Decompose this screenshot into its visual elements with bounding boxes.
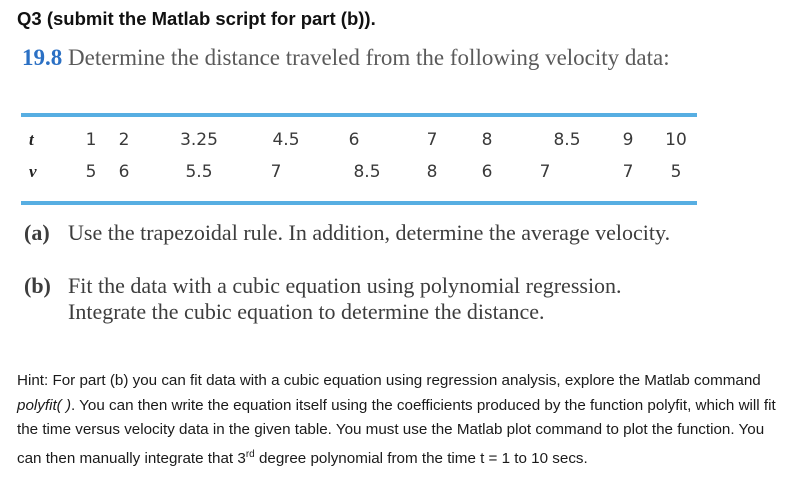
part-a-text: Use the trapezoidal rule. In addition, determine the average velocity.: [68, 220, 671, 245]
hint-text-3: degree polynomial from the time t = 1 to 10 secs.: [254, 449, 588, 467]
part-a-label: (a): [24, 220, 50, 245]
problem-number: 19.8: [22, 45, 63, 70]
v-cell: 6: [118, 162, 130, 182]
problem-text: Determine the distance traveled from the following velocity data:: [68, 45, 670, 70]
part-b-label: (b): [24, 273, 51, 298]
t-cell: 4.5: [272, 130, 300, 150]
hint-text-1: Hint: For part (b) you can fit data with a cubic equation using regression analysis, explore the Matlab command: [17, 372, 761, 389]
t-cell: 7: [426, 130, 438, 150]
table-bottom-rule: [21, 201, 697, 205]
hint-code: polyfit( ): [17, 396, 72, 414]
part-b-text: Fit the data with a cubic equation using polynomial regression. Integrate the cubic equation to determine the distance.: [68, 273, 622, 324]
v-cell: 7: [622, 162, 634, 182]
table-row-v: [21, 162, 697, 186]
v-cell: 8: [426, 162, 438, 182]
row-label-t: t: [29, 130, 34, 149]
table-top-rule: [21, 113, 697, 117]
part-b: [24, 273, 700, 325]
t-cell: 10: [665, 130, 687, 150]
v-cell: 7: [539, 162, 551, 182]
hint-paragraph: [17, 369, 777, 471]
v-cell: 5.5: [185, 162, 213, 182]
question-heading: Q3 (submit the Matlab script for part (b)).: [17, 8, 376, 29]
t-cell: 8: [481, 130, 493, 150]
t-cell: 9: [622, 130, 634, 150]
hint-text-2: . You can then write the equation itself using the coefficients produced by the function polyfit, which will fit the time versus velocity data in the given table. You must use the Matlab plot command to plot the function. You can then manually integrate that 3: [17, 396, 776, 467]
part-a: [24, 220, 700, 246]
v-cell: 6: [481, 162, 493, 182]
row-label-v: v: [29, 162, 37, 181]
t-cell: 8.5: [553, 130, 581, 150]
t-cell: 1: [85, 130, 97, 150]
problem-statement: [22, 44, 702, 71]
t-cell: 2: [118, 130, 130, 150]
v-cell: 5: [85, 162, 97, 182]
table-row-t: [21, 130, 697, 154]
t-cell: 6: [348, 130, 360, 150]
v-cell: 5: [670, 162, 682, 182]
t-cell: 3.25: [180, 130, 218, 150]
v-cell: 7: [270, 162, 282, 182]
hint-superscript: rd: [245, 448, 255, 460]
v-cell: 8.5: [353, 162, 381, 182]
